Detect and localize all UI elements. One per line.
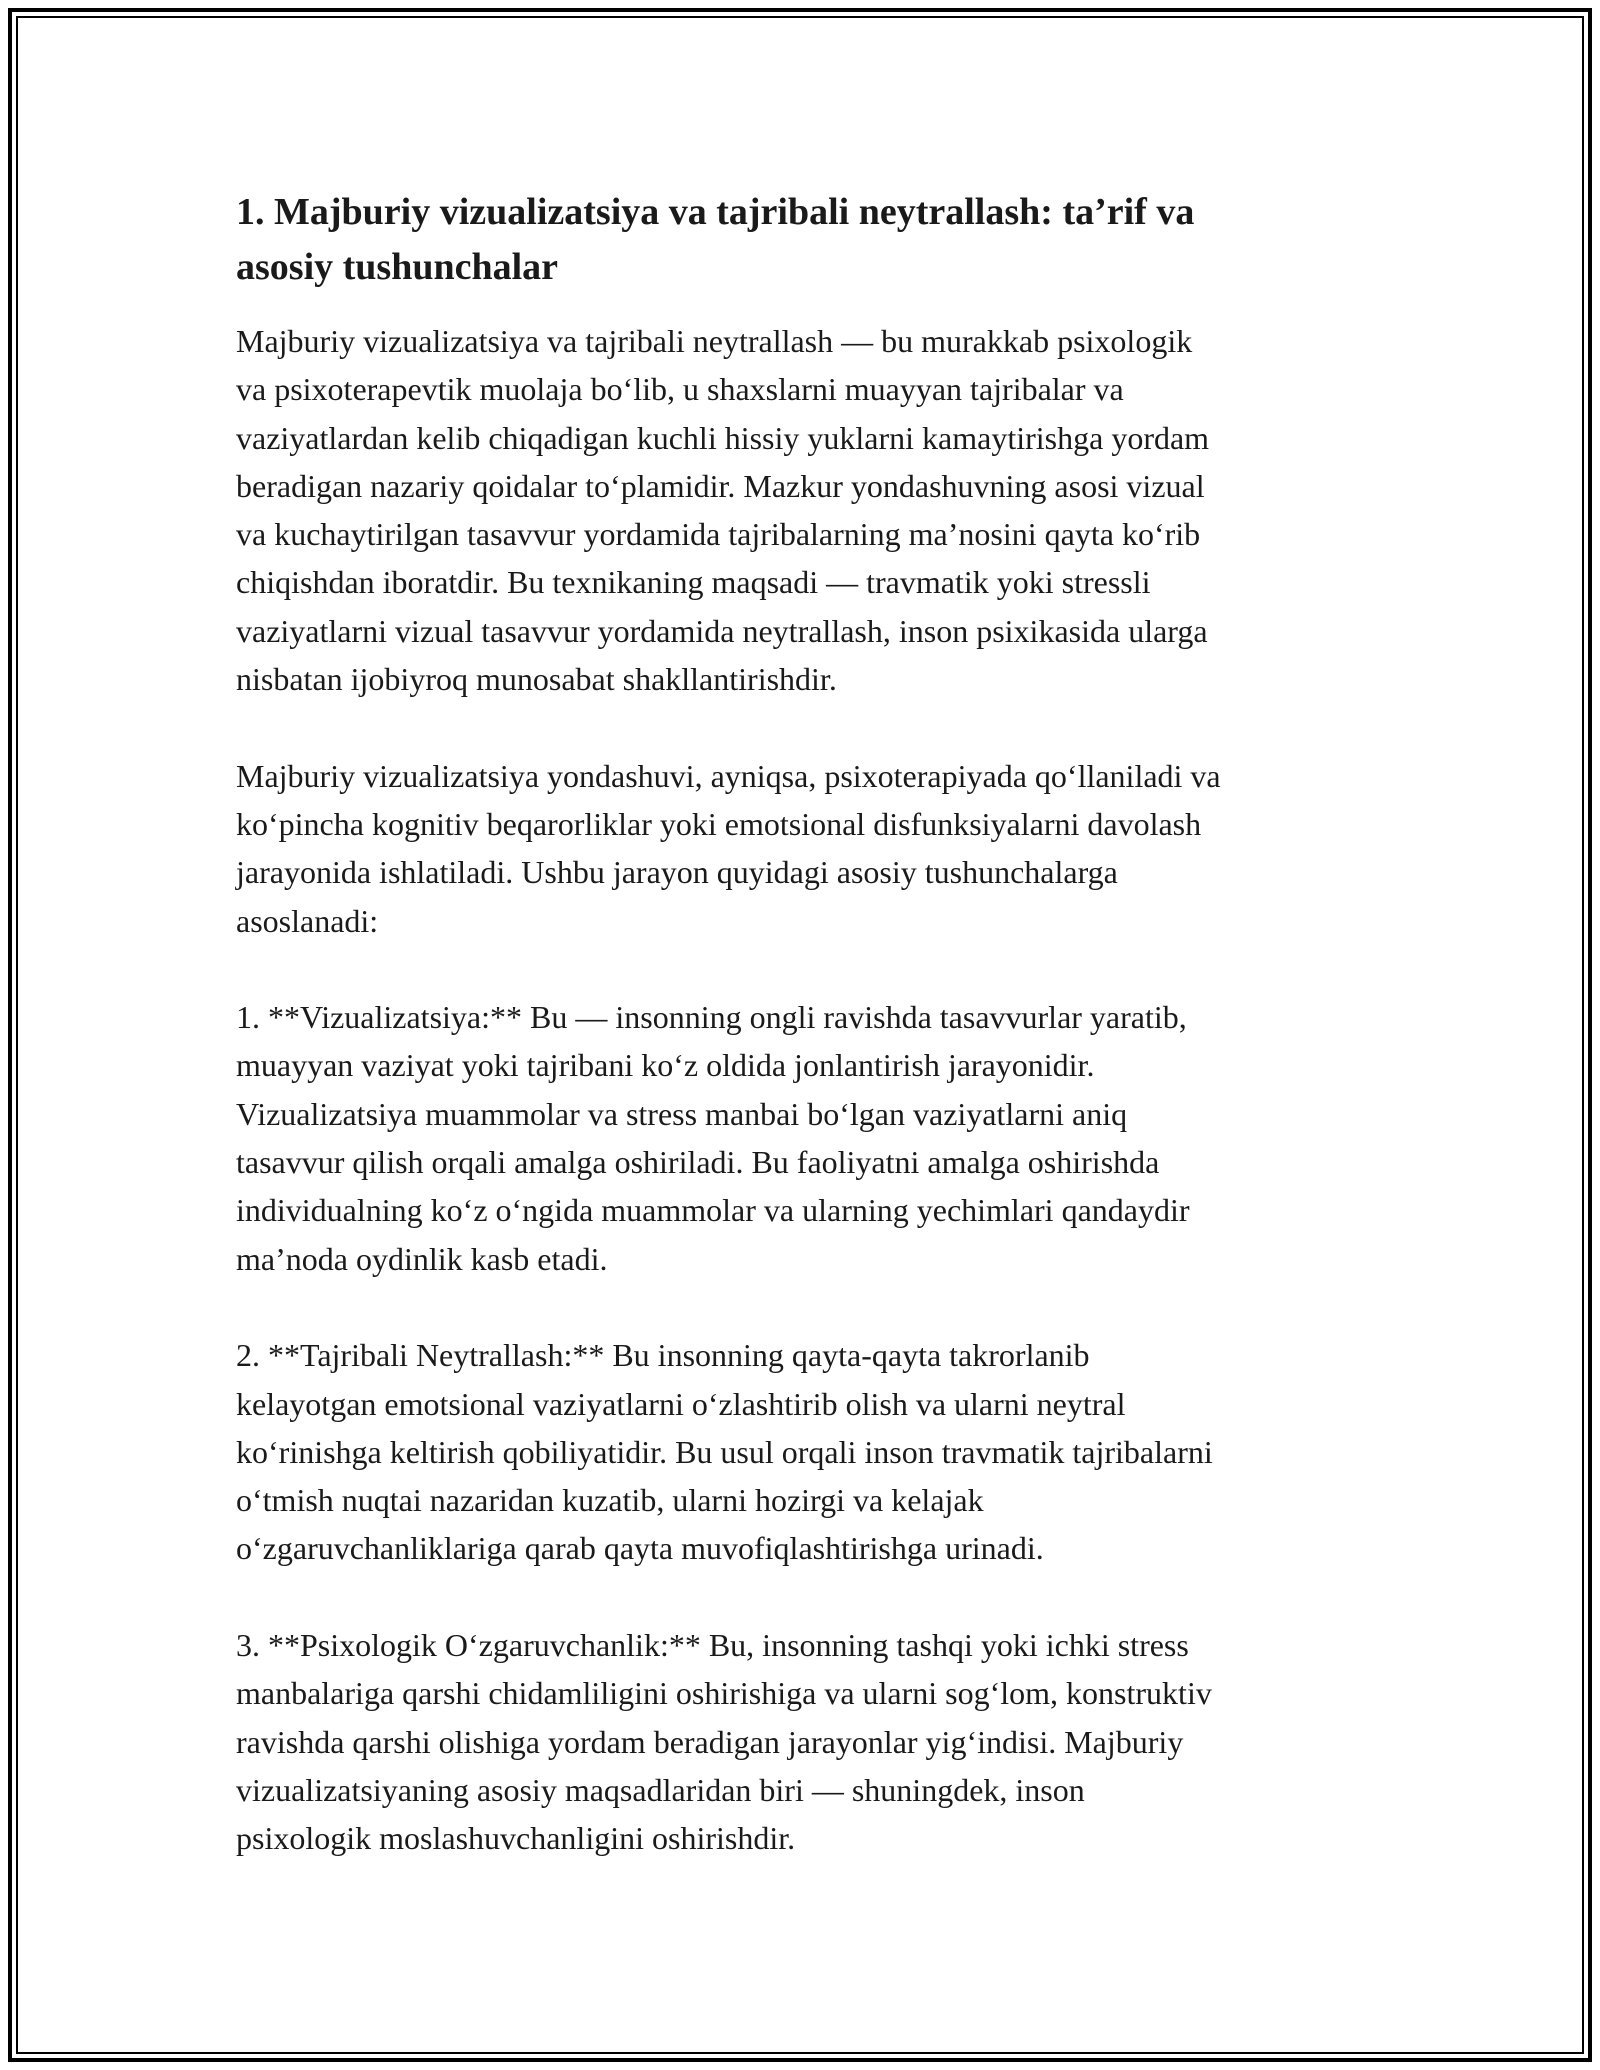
- list-item-neutralization: 2. **Tajribali Neytrallash:** Bu insonning qayta-qayta takrorlanib kelayotgan emotsional vaziyatlarni o‘zlashtirib olish va ularni neytral ko‘rinishga keltirish qobiliyatidir. Bu usul orqali inson travmatik tajribalarni o‘tmish nuqtai nazaridan kuzatib, ularni hozirgi va kelajak o‘zgaruvchanliklariga qarab qayta muvofiqlashtirishga urinadi.: [236, 1337, 1213, 1567]
- list-item-visualization: 1. **Vizualizatsiya:** Bu — insonning ongli ravishda tasavvurlar yaratib, muayyan vaziyat yoki tajribani ko‘z oldida jonlantirish jarayonidir. Vizualizatsiya muammolar va stress manbai bo‘lgan vaziyatlarni aniq tasavvur qilish orqali amalga oshiriladi. Bu faoliyatni amalga oshirishda individualning ko‘z o‘ngida muammolar va ularning yechimlari qandaydir ma’noda oydinlik kasb etadi.: [236, 999, 1190, 1277]
- document-body: [236, 185, 1376, 1911]
- list-item-psychological-flexibility: 3. **Psixologik O‘zgaruvchanlik:** Bu, insonning tashqi yoki ichki stress manbalariga qarshi chidamliligini oshirishiga va ularni sog‘lom, konstruktiv ravishda qarshi olishiga yordam beradigan jarayonlar yig‘indisi. Majburiy vizualizatsiyaning asosiy maqsadlaridan biri — shuningdek, inson psixologik moslashuvchanligini oshirishdir.: [236, 1627, 1212, 1857]
- section-heading: 1. Majburiy vizualizatsiya va tajribali neytrallash: ta’rif va asosiy tushunchalar: [236, 191, 1195, 288]
- paragraph-intro: Majburiy vizualizatsiya va tajribali neytrallash — bu murakkab psixologik va psixoterapevtik muolaja bo‘lib, u shaxslarni muayyan tajribalar va vaziyatlardan kelib chiqadigan kuchli hissiy yuklarni kamaytirishga yordam beradigan nazariy qoidalar to‘plamidir. Mazkur yondashuvning asosi vizual va kuchaytirilgan tasavvur yordamida tajribalarning ma’nosini qayta ko‘rib chiqishdan iboratdir. Bu texnikaning maqsadi — travmatik yoki stressli vaziyatlarni vizual tasavvur yordamida neytrallash, inson psixikasida ularga nisbatan ijobiyroq munosabat shakllantirishdir.: [236, 323, 1210, 698]
- paragraph-approach: Majburiy vizualizatsiya yondashuvi, ayniqsa, psixoterapiyada qo‘llaniladi va ko‘pincha kognitiv beqarorliklar yoki emotsional disfunksiyalarni davolash jarayonida ishlatiladi. Ushbu jarayon quyidagi asosiy tushunchalarga asoslanadi:: [236, 757, 1221, 939]
